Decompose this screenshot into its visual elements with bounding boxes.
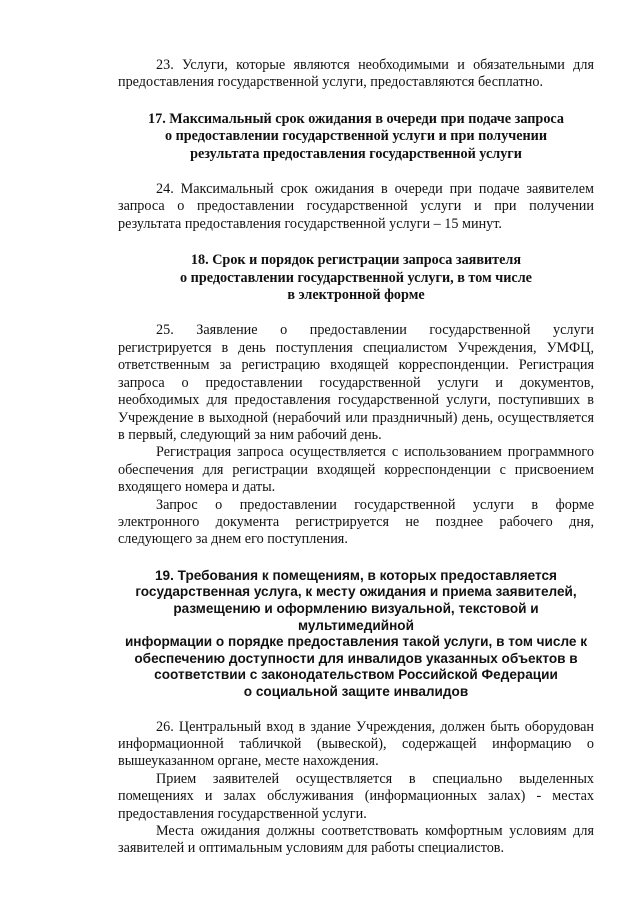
heading-19: [118, 568, 594, 701]
heading-18-line: в электронной форме: [287, 287, 425, 304]
heading-17: [118, 111, 594, 163]
paragraph-25-electronic: Запрос о предоставлении государственной услуги в форме электронного документа регистрируется не позднее рабочего дня, следующего за днем его поступления.: [118, 496, 594, 548]
paragraph-25-registration: Регистрация запроса осуществляется с использованием программного обеспечения для регистрации входящей корреспонденции с присвоением входящего номера и даты.: [118, 444, 594, 496]
paragraph-26: 26. Центральный вход в здание Учреждения, должен быть оборудован информационной табличкой (вывеской), содержащей информацию о вышеуказанном органе, месте нахождения.: [118, 718, 594, 770]
heading-18: [118, 252, 594, 304]
paragraph-24: 24. Максимальный срок ожидания в очереди при подаче заявителем запроса о предоставлении государственной услуги и при получении результата предоставления государственной услуги – 15 минут.: [118, 181, 594, 232]
heading-19-line: обеспечению доступности для инвалидов указанных объектов в: [134, 650, 578, 666]
heading-19-line: соответствии с законодательством Российской Федерации: [154, 667, 558, 683]
heading-19-line: 19. Требования к помещениям, в которых предоставляется: [155, 567, 557, 583]
heading-18-line: о предоставлении государственной услуги, в том числе: [180, 269, 532, 286]
heading-19-line: государственная услуга, к месту ожидания и приема заявителей,: [135, 584, 577, 600]
paragraph-25: 25. Заявление о предоставлении государственной услуги регистрируется в день поступления специалистом Учреждения, УМФЦ, ответственным за регистрацию входящей корреспонденции. Регистрация запроса о предоставлении государственной услуги и документов, необходимых для предоставления государственной услуги, поступивших в Учреждение в выходной (нерабочий или праздничный) день, осуществляется в первый, следующий за ним рабочий день.: [118, 322, 594, 443]
heading-17-line: результата предоставления государственной услуги: [190, 145, 522, 162]
heading-19-line: о социальной защите инвалидов: [243, 683, 469, 699]
heading-19-line: размещению и оформлению визуальной, текстовой и мультимедийной: [173, 600, 539, 633]
paragraph-26-reception: Прием заявителей осуществляется в специально выделенных помещениях и залах обслуживания (информационных залах) - местах предоставления государственной услуги.: [118, 770, 594, 822]
heading-18-line: 18. Срок и порядок регистрации запроса заявителя: [190, 252, 522, 269]
heading-19-line: информации о порядке предоставления такой услуги, в том числе к: [124, 634, 588, 650]
paragraph-23: 23. Услуги, которые являются необходимыми и обязательными для предоставления государственной услуги, предоставляются бесплатно.: [118, 57, 594, 91]
heading-17-line: 17. Максимальный срок ожидания в очереди при подаче запроса: [148, 110, 564, 127]
paragraph-26-waiting: Места ожидания должны соответствовать комфортным условиям для заявителей и оптимальным условиям для работы специалистов.: [118, 822, 594, 857]
heading-17-line: о предоставлении государственной услуги и при получении: [164, 128, 548, 145]
